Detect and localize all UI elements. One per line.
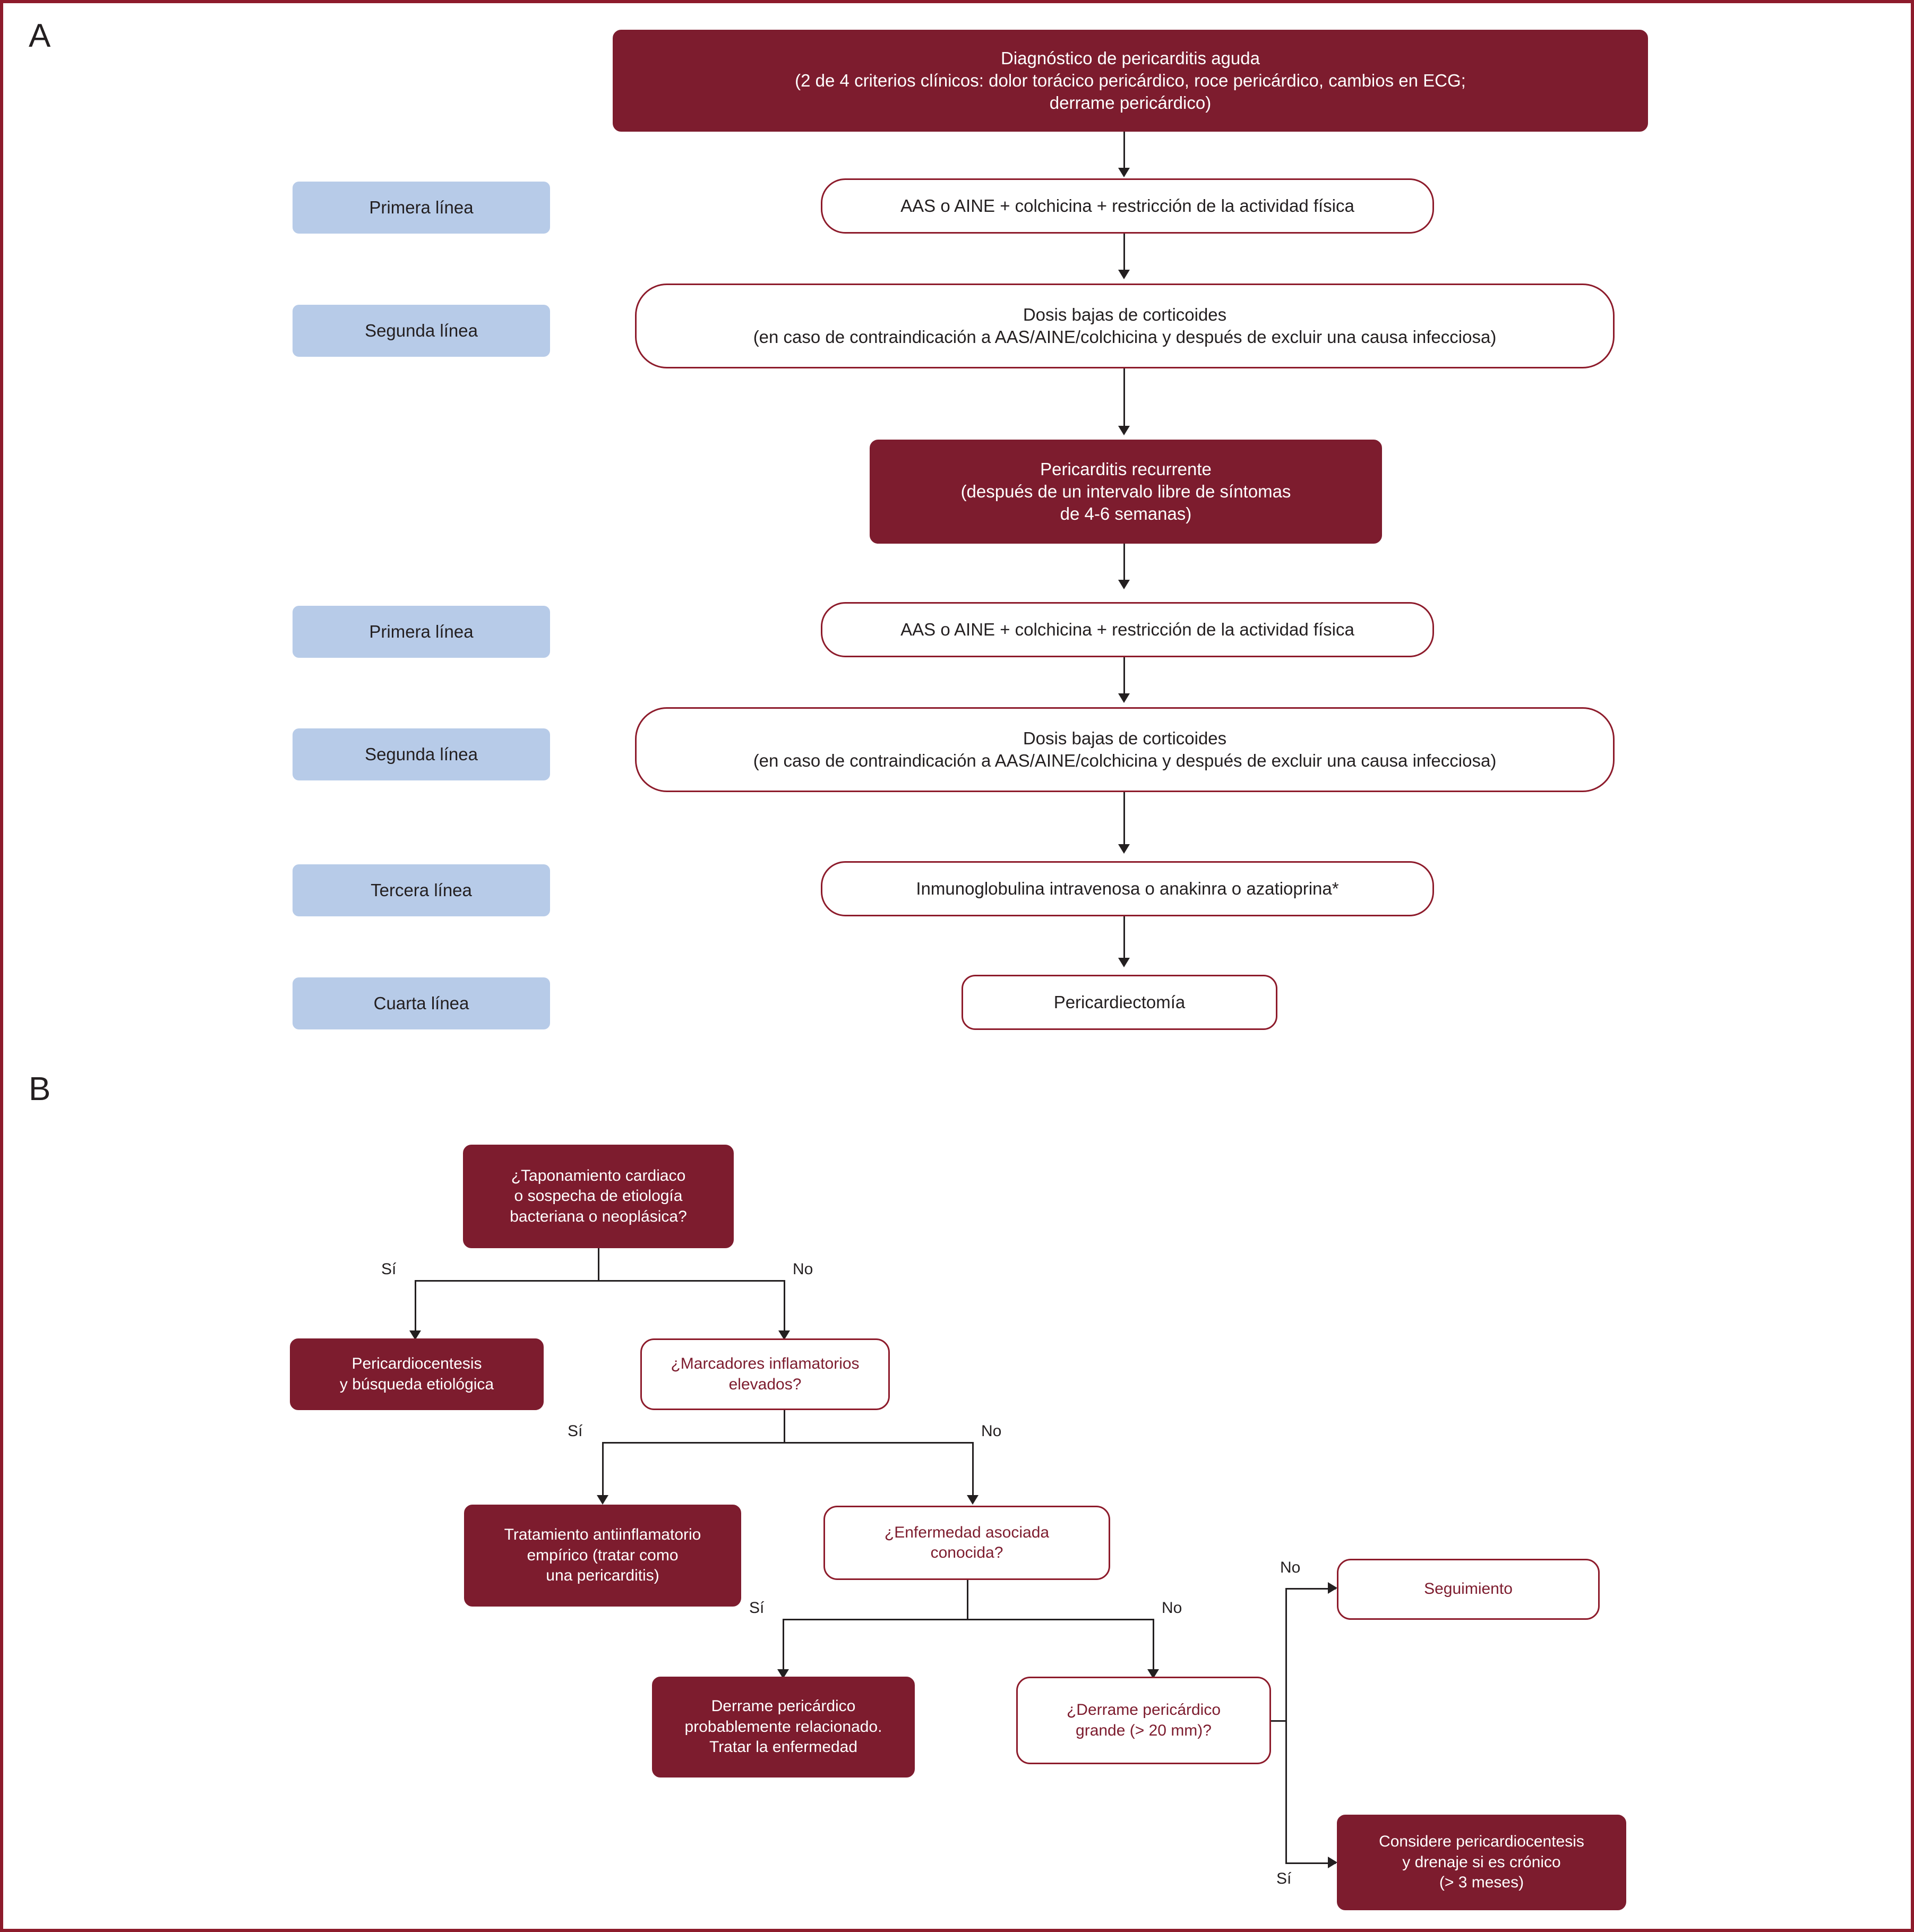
connector-second-line-2-to-third-line — [1123, 792, 1125, 849]
stage-label-cuarta-linea: Cuarta línea — [293, 977, 550, 1029]
arrowhead-first-line-to-second-line — [1118, 270, 1130, 279]
edge-label-effusion-no: No — [1280, 1559, 1301, 1576]
edge-label-root-yes: Sí — [381, 1260, 397, 1278]
edge-label-effusion-yes: Sí — [1276, 1870, 1292, 1887]
connector-markers-split — [602, 1442, 974, 1444]
node-q-derrame-grande: ¿Derrame pericárdico grande (> 20 mm)? — [1016, 1677, 1271, 1764]
stage-label-segunda-linea-2: Segunda línea — [293, 728, 550, 780]
connector-markers-yes-branch — [602, 1442, 604, 1500]
connector-markers-stem — [784, 1410, 785, 1443]
arrowhead-diagnosis-to-first-line — [1118, 168, 1130, 177]
connector-markers-no-branch — [972, 1442, 974, 1500]
stage-label-primera-linea-1: Primera línea — [293, 182, 550, 234]
connector-second-line-to-recurrent — [1123, 368, 1125, 431]
node-diagnostico-pericarditis-aguda: Diagnóstico de pericarditis aguda (2 de 4 criterios clínicos: dolor torácico pericárdico, roce pericárdico, cambios en ECG; derrame pericárdico) — [613, 30, 1648, 132]
connector-root-yes-branch — [415, 1280, 416, 1336]
node-q-taponamiento-cardiaco: ¿Taponamiento cardiaco o sospecha de etiología bacteriana o neoplásica? — [463, 1145, 734, 1248]
panel-a-letter: A — [29, 18, 51, 54]
node-segunda-linea-corticoides-1: Dosis bajas de corticoides (en caso de contraindicación a AAS/AINE/colchicina y después de excluir una causa infecciosa) — [635, 284, 1615, 368]
connector-root-no-branch — [784, 1280, 785, 1336]
arrowhead-effusion-no — [1328, 1582, 1337, 1594]
node-q-marcadores-inflamatorios: ¿Marcadores inflamatorios elevados? — [640, 1338, 890, 1410]
arrowhead-first-line-2-to-second-line-2 — [1118, 693, 1130, 703]
edge-label-root-no: No — [793, 1260, 813, 1278]
node-primera-linea-tratamiento-2: AAS o AINE + colchicina + restricción de la actividad física — [821, 602, 1434, 657]
arrowhead-markers-yes — [597, 1495, 608, 1505]
edge-label-markers-yes: Sí — [568, 1422, 583, 1440]
connector-disease-stem — [967, 1580, 968, 1620]
edge-label-markers-no: No — [981, 1422, 1002, 1440]
node-q-enfermedad-asociada: ¿Enfermedad asociada conocida? — [823, 1506, 1110, 1580]
connector-disease-yes-branch — [783, 1619, 784, 1675]
node-considere-pericardiocentesis: Considere pericardiocentesis y drenaje si es crónico (> 3 meses) — [1337, 1815, 1626, 1910]
connector-root-stem — [598, 1248, 599, 1281]
connector-third-line-to-fourth-line — [1123, 916, 1125, 963]
node-segunda-linea-corticoides-2: Dosis bajas de corticoides (en caso de contraindicación a AAS/AINE/colchicina y después de excluir una causa infecciosa) — [635, 707, 1615, 792]
node-primera-linea-tratamiento-1: AAS o AINE + colchicina + restricción de la actividad física — [821, 178, 1434, 234]
connector-disease-no-branch — [1153, 1619, 1154, 1675]
arrowhead-recurrent-to-first-line-2 — [1118, 580, 1130, 589]
connector-root-split — [415, 1280, 785, 1282]
arrowhead-second-line-to-recurrent — [1118, 426, 1130, 435]
panel-b-letter: B — [29, 1071, 51, 1107]
edge-label-disease-yes: Sí — [749, 1599, 765, 1617]
connector-diagnosis-to-first-line — [1123, 132, 1125, 173]
arrowhead-second-line-2-to-third-line — [1118, 844, 1130, 854]
connector-first-line-2-to-second-line-2 — [1123, 657, 1125, 699]
stage-label-primera-linea-2: Primera línea — [293, 606, 550, 658]
connector-effusion-vertical — [1285, 1588, 1287, 1864]
node-seguimiento: Seguimiento — [1337, 1559, 1600, 1620]
connector-disease-split — [783, 1619, 1154, 1620]
connector-first-line-to-second-line — [1123, 234, 1125, 275]
connector-recurrent-to-first-line-2 — [1123, 544, 1125, 585]
connector-effusion-stem — [1271, 1720, 1287, 1722]
edge-label-disease-no: No — [1162, 1599, 1182, 1617]
node-tratamiento-antiinflamatorio-empirico: Tratamiento antiinflamatorio empírico (tratar como una pericarditis) — [464, 1505, 741, 1607]
node-pericardiectomia: Pericardiectomía — [962, 975, 1277, 1030]
stage-label-segunda-linea-1: Segunda línea — [293, 305, 550, 357]
node-pericarditis-recurrente: Pericarditis recurrente (después de un intervalo libre de síntomas de 4-6 semanas) — [870, 440, 1382, 544]
node-pericardiocentesis-busqueda-etiologica: Pericardiocentesis y búsqueda etiológica — [290, 1338, 544, 1410]
stage-label-tercera-linea: Tercera línea — [293, 864, 550, 916]
node-derrame-probablemente-relacionado: Derrame pericárdico probablemente relacionado. Tratar la enfermedad — [652, 1677, 915, 1778]
arrowhead-markers-no — [967, 1495, 979, 1505]
node-tercera-linea-tratamiento: Inmunoglobulina intravenosa o anakinra o azatioprina* — [821, 861, 1434, 916]
arrowhead-third-line-to-fourth-line — [1118, 958, 1130, 967]
